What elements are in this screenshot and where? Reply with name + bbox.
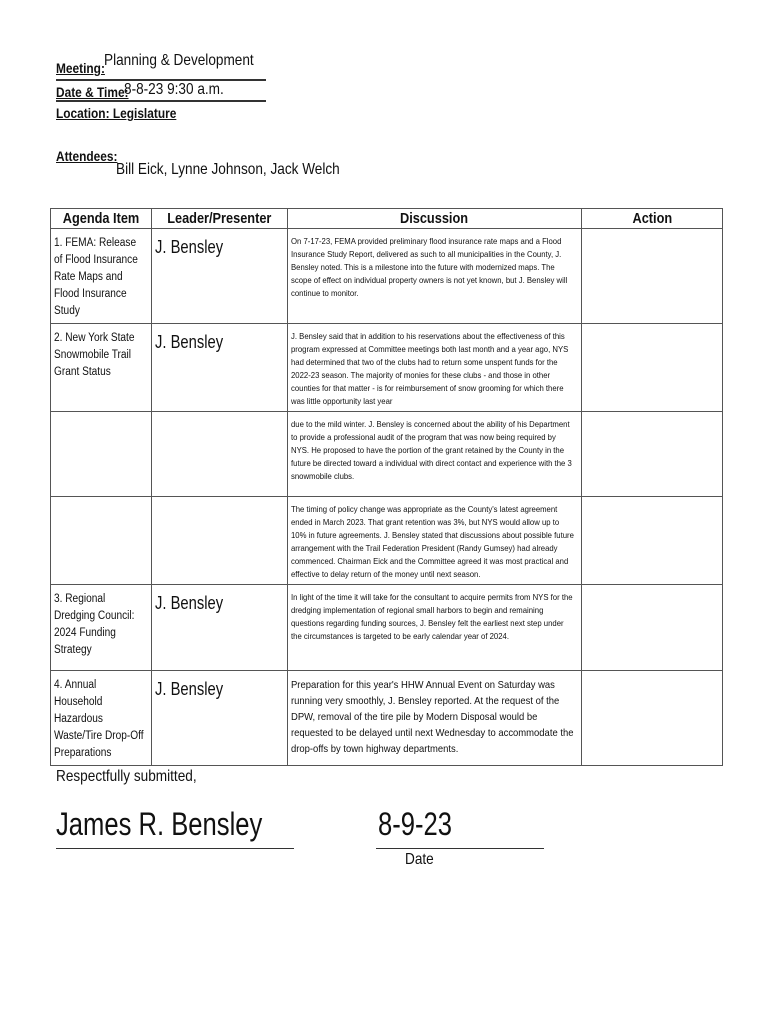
datetime-underline — [56, 100, 266, 102]
header-discussion: Discussion — [288, 209, 582, 229]
attendees-value-wrap — [116, 161, 379, 179]
discussion-cell: due to the mild winter. J. Bensley is concerned about the ability of his Department to provide a professional audit of the program that was now being required by NYS. He proposed to have the portion of the grant retained by the County in the future be directed toward a individual with direct contact and experience with the 3 snowmobile clubs. — [288, 412, 582, 497]
signature-name: James R. Bensley — [56, 806, 263, 842]
agenda-cell — [51, 412, 152, 497]
header-action: Action — [582, 209, 723, 229]
discussion-cell: The timing of policy change was appropriate as the County's latest agreement ended in March 2023. That grant retention was 3%, but NYS would allow up to 10% in future agreements. J. Bensley stated that discussions about possible future arrangement with the Trail Federation President (Randy Gumsey) had already commenced. Chairman Eick and the Committee agreed it was most practical and effective to delay return of the money until next season. — [288, 497, 582, 585]
header-leader: Leader/Presenter — [152, 209, 288, 229]
agenda-cell: 4. Annual Household Hazardous Waste/Tire Drop-Off Preparations — [51, 671, 152, 766]
leader-cell: J. Bensley — [152, 229, 288, 324]
datetime-value: 8-8-23 9:30 a.m. — [124, 81, 224, 98]
leader-cell — [152, 412, 288, 497]
action-cell — [582, 229, 723, 324]
table-row — [51, 324, 723, 412]
action-cell — [582, 585, 723, 671]
attendees-value: Bill Eick, Lynne Johnson, Jack Welch — [116, 161, 340, 178]
leader-cell: J. Bensley — [152, 671, 288, 766]
leader-cell: J. Bensley — [152, 585, 288, 671]
datetime-value-wrap — [124, 81, 241, 99]
agenda-cell — [51, 497, 152, 585]
table-row — [51, 229, 723, 324]
agenda-table — [50, 208, 723, 766]
meeting-value-wrap — [104, 52, 280, 70]
signature-line — [56, 848, 294, 849]
meeting-value: Planning & Development — [104, 52, 254, 69]
agenda-cell: 1. FEMA: Release of Flood Insurance Rate Maps and Flood Insurance Study — [51, 229, 152, 324]
discussion-cell: On 7-17-23, FEMA provided preliminary flood insurance rate maps and a Flood Insurance Study Report, delivered as such to all municipalities in the County, J. Bensley noted. This is a milestone into the future with modernized maps. The scope of effect on individual property owners is not yet known, but J. Bensley will continue to monitor. — [288, 229, 582, 324]
action-cell — [582, 497, 723, 585]
table-row — [51, 497, 723, 585]
header-agenda-item: Agenda Item — [51, 209, 152, 229]
datetime-label: Date & Time: — [56, 84, 129, 100]
signature-date: 8-9-23 — [378, 806, 452, 842]
meeting-label: Meeting: — [56, 60, 105, 76]
leader-cell — [152, 497, 288, 585]
respectfully-submitted: Respectfully submitted, — [56, 768, 197, 785]
table-header-row — [51, 209, 723, 229]
action-cell — [582, 324, 723, 412]
table-row — [51, 412, 723, 497]
agenda-cell: 2. New York State Snowmobile Trail Grant Status — [51, 324, 152, 412]
date-label: Date — [405, 851, 434, 868]
date-line — [376, 848, 544, 849]
leader-cell: J. Bensley — [152, 324, 288, 412]
agenda-cell: 3. Regional Dredging Council: 2024 Funding Strategy — [51, 585, 152, 671]
attendees-label: Attendees: — [56, 148, 118, 164]
discussion-cell: J. Bensley said that in addition to his reservations about the effectiveness of this program expressed at Committee meetings both last month and a year ago, NYS had determined that two of the clubs had to return some unspent funds for the 2022-23 season. The majority of monies for these clubs - and those in other counties for that matter - is for reimbursement of snow grooming for which there was little opportunity last year — [288, 324, 582, 412]
table-row — [51, 585, 723, 671]
discussion-cell: In light of the time it will take for the consultant to acquire permits from NYS for the dredging implementation of regional small harbors to begin and remaining questions regarding funding sources, J. Bensley felt the earliest next step under the circumstances is targeted to be early calendar year of 2024. — [288, 585, 582, 671]
action-cell — [582, 671, 723, 766]
table-row — [51, 671, 723, 766]
action-cell — [582, 412, 723, 497]
location-label: Location: Legislature — [56, 105, 177, 121]
discussion-cell: Preparation for this year's HHW Annual Event on Saturday was running very smoothly, J. Bensley reported. At the request of the DPW, removal of the tire pile by Modern Disposal would be requested to be delayed until next Wednesday to accommodate the drop-offs by town highway departments. — [288, 671, 582, 766]
location-row — [56, 105, 198, 121]
